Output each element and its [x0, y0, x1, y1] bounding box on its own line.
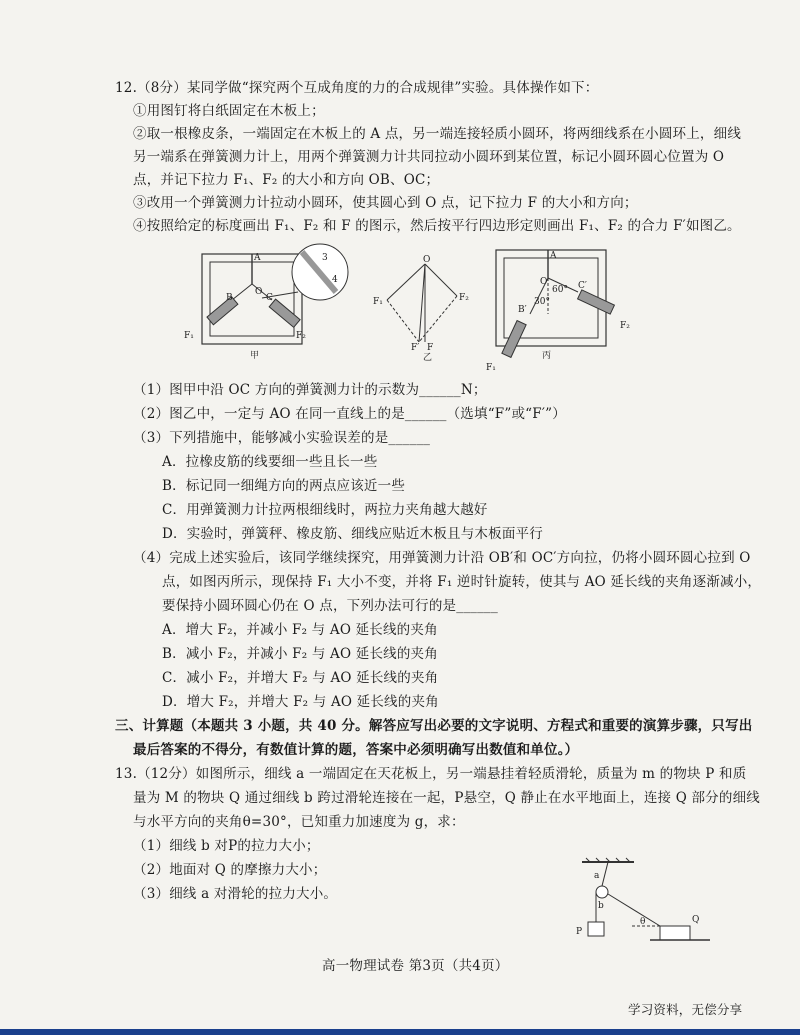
q12-sub3-option-b: B．标记同一细绳方向的两点应该近一些	[162, 478, 406, 494]
q12-step-2-cont: 另一端系在弹簧测力计上，用两个弹簧测力计共同拉动小圆环到某位置，标记小圆环圆心位置为 O	[133, 149, 725, 165]
watermark-text: 学习资料，无偿分享	[628, 1002, 743, 1017]
figure-yi	[365, 252, 475, 362]
q12-sub-1: （1）图甲中沿 OC 方向的弹簧测力计的示数为______N；	[133, 382, 487, 398]
page-footer: 高一物理试卷 第3页（共4页）	[322, 958, 509, 974]
bing-label-F1: F₁	[486, 363, 496, 373]
q13-label-P: P	[576, 927, 583, 937]
jia-tick-3: 3	[322, 253, 328, 263]
bing-label-F2: F₂	[620, 321, 630, 331]
jia-label-O: O	[255, 287, 263, 297]
q12-sub-3: （3）下列措施中，能够减小实验误差的是______	[133, 430, 431, 446]
q12-sub3-option-d: D．实验时，弹簧秤、橡皮筋、细线应贴近木板且与木板面平行	[162, 526, 543, 542]
q13-label-a: a	[594, 871, 600, 881]
bing-caption: 丙	[542, 351, 552, 361]
q13-sub-3: （3）细线 a 对滑轮的拉力大小。	[133, 886, 338, 902]
jia-label-C: C	[266, 293, 273, 303]
q12-sub4-option-a: A．增大 F₂，并减小 F₂ 与 AO 延长线的夹角	[162, 622, 438, 638]
yi-label-O: O	[423, 255, 431, 265]
q12-step-1: ①用图钉将白纸固定在木板上；	[133, 103, 325, 119]
figure-jia	[180, 242, 380, 372]
bing-angle-60: 60°	[552, 285, 568, 295]
q12-step-3: ③改用一个弹簧测力计拉动小圆环，使其圆心到 O 点，记下拉力 F 的大小和方向；	[133, 195, 638, 211]
q12-sub-4: （4）完成上述实验后，该同学继续探究，用弹簧测力计沿 OB′和 OC′方向拉，仍将小圆环圆心拉到 O	[133, 550, 751, 566]
yi-label-F1: F₁	[373, 297, 383, 307]
q13-label-theta: θ	[640, 917, 646, 927]
bing-label-A: A	[550, 251, 557, 261]
jia-label-A: A	[254, 253, 261, 263]
figure-bing	[478, 244, 638, 374]
yi-caption: 乙	[423, 353, 433, 362]
q13-sub-1: （1）细线 b 对P的拉力大小；	[133, 838, 320, 854]
q12-step-4: ④按照给定的标度画出 F₁、F₂ 和 F 的图示，然后按平行四边形定则画出 F₁、F₂ 的合力 F′如图乙。	[133, 218, 741, 234]
yi-label-F: F	[427, 343, 434, 353]
yi-label-Fp: F′	[411, 343, 420, 353]
bing-label-Bp: B′	[518, 305, 527, 315]
q13-label-b: b	[598, 901, 604, 911]
figure-q13	[562, 856, 722, 956]
q12-title: 12.（8分）某同学做“探究两个互成角度的力的合成规律”实验。具体操作如下：	[115, 80, 599, 96]
bing-label-Cp: C′	[578, 281, 587, 291]
q13-sub-2: （2）地面对 Q 的摩擦力大小；	[133, 862, 327, 878]
bing-angle-30: 30°	[534, 297, 550, 307]
q12-sub3-option-c: C．用弹簧测力计拉两根细线时，两拉力夹角越大越好	[162, 502, 488, 518]
q13-line-2: 量为 M 的物块 Q 通过细线 b 跨过滑轮连接在一起，P悬空，Q 静止在水平地面上，连接 Q 部分的细线	[133, 790, 760, 806]
jia-label-B: B	[226, 293, 233, 303]
jia-label-F1: F₁	[184, 331, 194, 341]
jia-label-F2: F₂	[296, 331, 306, 341]
q12-sub4-option-d: D．增大 F₂，并增大 F₂ 与 AO 延长线的夹角	[162, 694, 439, 710]
q13-line-1: 13.（12分）如图所示，细线 a 一端固定在天花板上，另一端悬挂着轻质滑轮，质量为 m 的物块 P 和质	[115, 766, 747, 782]
q12-sub-2: （2）图乙中，一定与 AO 在同一直线上的是______（选填“F”或“F′”）	[133, 406, 566, 422]
bing-label-O: O	[540, 277, 548, 287]
q12-sub4-option-c: C．减小 F₂，并增大 F₂ 与 AO 延长线的夹角	[162, 670, 439, 686]
section3-heading: 三、计算题（本题共 3 小题，共 40 分。解答应写出必要的文字说明、方程式和重要的演算步骤，只写出	[115, 718, 753, 734]
yi-label-F2: F₂	[459, 293, 469, 303]
q12-step-2: ②取一根橡皮条，一端固定在木板上的 A 点，另一端连接轻质小圆环，将两细线系在小圆环上，细线	[133, 126, 742, 142]
section3-heading-cont: 最后答案的不得分，有数值计算的题，答案中必须明确写出数值和单位。）	[133, 742, 579, 758]
q12-sub3-option-a: A．拉橡皮筋的线要细一些且长一些	[162, 454, 378, 470]
q13-line-3: 与水平方向的夹角θ=30°，已知重力加速度为 g，求：	[133, 814, 465, 830]
q12-sub4-option-b: B．减小 F₂，并减小 F₂ 与 AO 延长线的夹角	[162, 646, 438, 662]
q12-step-2-cont2: 点，并记下拉力 F₁、F₂ 的大小和方向 OB、OC；	[133, 172, 440, 188]
bottom-bar	[0, 1029, 800, 1035]
jia-caption: 甲	[250, 351, 260, 361]
q12-sub-4-cont2: 要保持小圆环圆心仍在 O 点，下列办法可行的是______	[162, 598, 498, 614]
jia-tick-4: 4	[332, 275, 338, 285]
q13-label-Q: Q	[692, 915, 700, 925]
q12-sub-4-cont: 点，如图丙所示，现保持 F₁ 大小不变，并将 F₁ 逆时针旋转，使其与 AO 延长线的夹角逐渐减小，	[162, 574, 762, 590]
